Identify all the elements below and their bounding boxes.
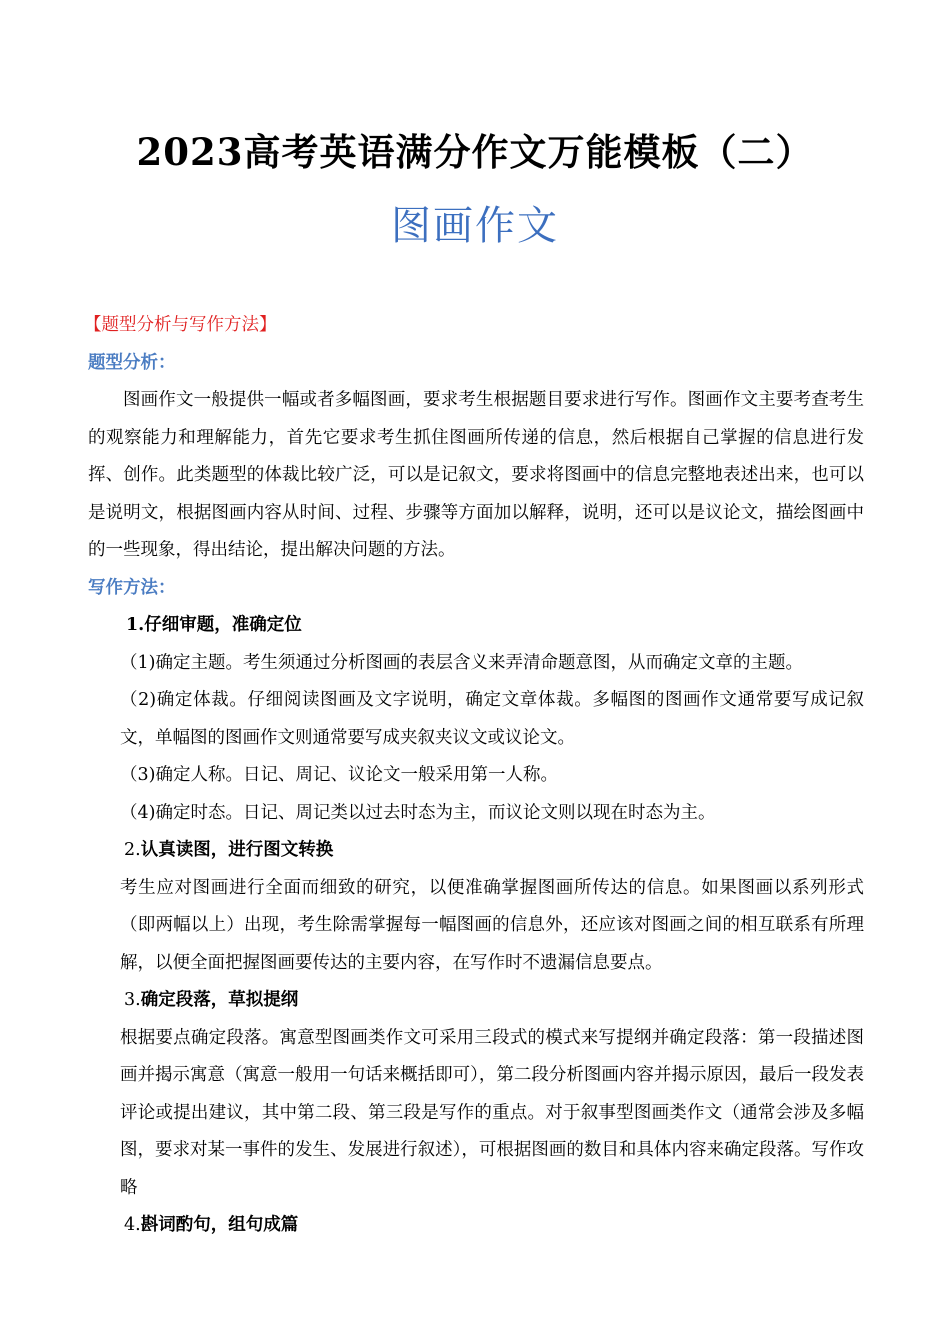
main-title: 2023高考英语满分作文万能模板（二） — [136, 130, 814, 174]
analysis-label: 题型分析： — [88, 352, 176, 373]
step-3-title: 确定段落，草拟提纲 — [140, 990, 299, 1010]
step-3-heading — [88, 982, 864, 1020]
step-3-number: 3. — [124, 990, 141, 1010]
step-4-title: 斟词酌句，组句成篇 — [140, 1215, 299, 1235]
step-1-item-3: （3)确定人称。日记、周记、议论文一般采用第一人称。 — [120, 765, 558, 785]
step-1-item-4: （4)确定时态。日记、周记类以过去时态为主，而议论文则以现在时态为主。 — [120, 802, 716, 823]
step-4-heading — [88, 1207, 864, 1245]
step-2-title: 认真读图，进行图文转换 — [140, 840, 334, 860]
analysis-paragraph: 图画作文一般提供一幅或者多幅图画，要求考生根据题目要求进行写作。图画作文主要考查考生的观察能力和理解能力，首先它要求考生抓住图画所传递的信息，然后根据自己掌握的信息进行发挥、创作。此类题型的体裁比较广泛，可以是记叙文，要求将图画中的信息完整地表述出来，也可以是说明文，根据图画内容从时间、过程、步骤等方面加以解释，说明，还可以是议论文，描绘图画中的一些现象，得出结论，提出解决问题的方法。 — [88, 390, 864, 560]
method-label: 写作方法： — [88, 577, 176, 598]
step-3-paragraph: 根据要点确定段落。寓意型图画类作文可采用三段式的模式来写提纲并确定段落：第一段描述图画并揭示寓意（寓意一般用一句话来概括即可），第二段分析图画内容并揭示原因，最后一段发表评论或提出建议，其中第二段、第三段是写作的重点。对于叙事型图画类作文（通常会涉及多幅图，要求对某一事件的发生、发展进行叙述），可根据图画的数目和具体内容来确定段落。写作攻略 — [120, 1027, 864, 1198]
step-1-item-2: （2)确定体裁。仔细阅读图画及文字说明，确定文章体裁。多幅图的图画作文通常要写成记叙文，单幅图的图画作文则通常要写成夹叙夹议文或议论文。 — [120, 690, 864, 748]
sub-title: 图画作文 — [391, 203, 559, 249]
step-2-paragraph: 考生应对图画进行全面而细致的研究，以便准确掌握图画所传达的信息。如果图画以系列形式（即两幅以上）出现，考生除需掌握每一幅图画的信息外，还应该对图画之间的相互联系有所理解，以便全面把握图画要传达的主要内容，在写作时不遗漏信息要点。 — [120, 877, 864, 973]
step-2-number: 2. — [124, 840, 141, 860]
step-1-heading: 1.仔细审题，准确定位 — [126, 615, 302, 635]
document-body — [84, 307, 864, 1245]
step-1-item-1: （1)确定主题。考生须通过分析图画的表层含义来弄清命题意图，从而确定文章的主题。 — [120, 652, 803, 673]
step-2-heading — [88, 832, 864, 870]
step-4-number: 4. — [124, 1215, 141, 1235]
section-heading: 【题型分析与写作方法】 — [84, 315, 277, 335]
